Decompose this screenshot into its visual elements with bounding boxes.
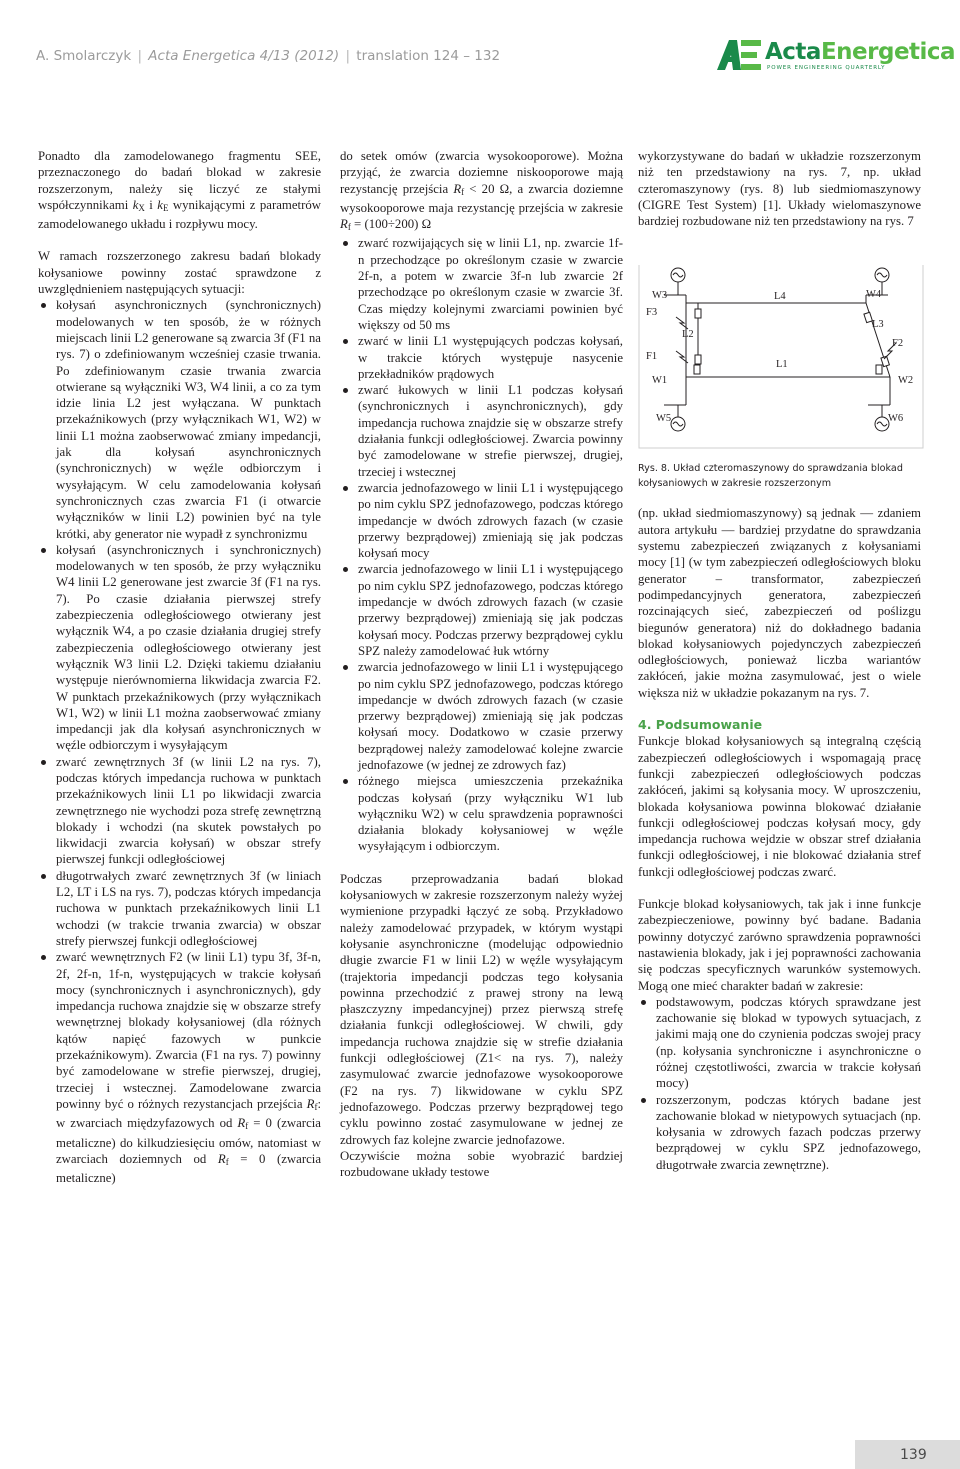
paragraph: Podczas przeprowadzania badań blokad kołysaniowych w zakresie rozszerzonym należy wyżej wymienione przypadki łączyć ze sobą. Przykładowo należy zamodelować przypadek, w którym wystąpi kołysanie asynchroniczne (modelując odpowiednio długie zwarcie F1 w linii L2) w węźle wysyłającym (trajektoria impedancji podczas tego kołysania powinna przechodzić z prawej strony na lewą płaszczyzny impedancyjnej) przez pierwszą strefę działania funkcji odległościowej. W chwili, gdy impedancja ruchowa znajdzie się w strefie działania funkcji odległościowej (Z1< na rys. 7), należy zasymulować zwarcie jednofazowe wysokooporowe (F2 na rys. 7) likwidowane w cyklu SPZ jednofazowego. Podczas przerwy bezprądowej tego cyklu powinno zostać zasymulowane w jednej ze zdrowych faz kolejne zwarcie jednofazowe.: [340, 871, 623, 1147]
paragraph: W ramach rozszerzonego zakresu badań blokady kołysaniowe powinny zostać sprawdzone z uwzględnieniem następujących sytuacji:: [38, 249, 321, 297]
fig-label-w3: W3: [652, 290, 668, 302]
running-header: A. Smolarczyk | Acta Energetica 4/13 (2012) | translation 124 – 132: [36, 48, 501, 64]
fig-label-w2: W2: [898, 375, 914, 387]
paragraph: do setek omów (zwarcia wysokooporowe). Można przyjąć, że zwarcia doziemne niskooporowe mają rezystancję przejścia $R_f < 20$ Ω, a zwarcia doziemne wysokooporowe maja rezystancję przejścia w zakresie $R_f = (100\div 200)$ Ω: [340, 149, 623, 233]
bullet-list: [638, 994, 921, 1173]
fig-label-l2: L2: [682, 329, 694, 341]
paragraph: Funkcje blokad kołysaniowych, tak jak i inne funkcje zabezpieczeniowe, powinny być badane. Badania powinny dotyczyć zarówno sprawdzenia poprawności nastawienia blokady, jak i jej poprawności zachowania się podczas specyficznych warunków systemowych. Mogą one mieć charakter badań w zakresie:: [638, 897, 921, 993]
list-item: podstawowym, podczas których sprawdzane jest zachowanie się blokad w typowych sytuacjach, z jakimi mają one do czynienia podczas swojej pracy (np. kołysania synchroniczne i asynchroniczne o różnej częstotliwości, zwarcia w trakcie kołysań mocy): [638, 994, 921, 1092]
list-item: różnego miejsca umieszczenia przekaźnika podczas kołysań (przy wyłączniku W1 lub wyłączniku W2) w celu sprawdzenia poprawności działania blokady kołysaniowej w węźle wysyłającym i odbiorczym.: [340, 773, 623, 854]
fig-label-f1: F1: [646, 351, 658, 363]
fig-label-l4: L4: [774, 291, 786, 303]
fig-label-f3: F3: [646, 307, 658, 319]
bullet-list: [340, 235, 623, 854]
column-1: [38, 148, 321, 1186]
column-2: [340, 148, 623, 1180]
list-item: zwarć łukowych w linii L1 podczas kołysań (synchronicznych i asynchronicznych), gdy impedancja ruchowa znajdzie się w obszarze strefy działania funkcji odległościowej. Zwarcia powinny być zamodelowane w strefie pierwszej, drugiej, trzeciej i wstecznej: [340, 382, 623, 480]
logo-word-acta: Acta: [765, 39, 821, 65]
figure-8-diagram: [638, 265, 925, 490]
section-heading: 4. Podsumowanie: [638, 717, 763, 733]
list-item: zwarć w linii L1 występujących podczas kołysań, w trakcie których występuje nasycenie przekładników prądowych: [340, 333, 623, 382]
list-item: rozszerzonym, podczas których badane jest zachowanie blokad w nietypowych sytuacjach (np. kołysania w zdrowych fazach podczas przerwy bezprądowej w cyklu SPZ jednofazowego, długotrwałe zwarcia zewnętrzne).: [638, 1092, 921, 1173]
paragraph: (np. układ siedmiomaszynowy) są jednak — zdaniem autora artykułu — bardziej przydatne do sprawdzania systemu zabezpieczeń związanych z kołysaniami mocy [1] (w tym zabezpieczeń odległościowych bloku generator – transformator, zabezpieczeń podimpedancyjnych generatora, zabezpieczeń rozcinających sieć, zabezpieczeń od poślizgu biegunów generatora) niż do dokładnego badania blokad kołysaniowych pojedynczych zabezpieczeń odległościowych, ponieważ liczba wariantów zakłóceń, jakie można zasymulować, jest o wiele większa niż w układzie pokazanym na rys. 7.: [638, 506, 921, 700]
bullet-list: [38, 297, 321, 1186]
list-item: kołysań (asynchronicznych i synchronicznych) modelowanych w ten sposób, że przy wyłączniku W4 linii L2 generowane jest zwarcie 3f (F1 na rys. 7). Po czasie działania pierwszej strefy zabezpieczenia odległościowego otwierany jest wyłącznik W4, a po czasie działania drugiej strefy zabezpieczenia odległościowego otwierany jest wyłącznik W3 linii L2. Dzięki takiemu działaniu występuje nierównomierna likwidacja zwarcia F2. W punktach przekaźnikowych (przy wyłącznikach W1, W2) w linii L1 można zaobserwować zmiany impedancji jak dla kołysań asynchronicznych w węźle odbiorczym i wysyłającym: [38, 542, 321, 754]
fig-label-f2: F2: [892, 338, 904, 350]
list-item: zwarć rozwijających się w linii L1, np. zwarcie 1f-n przechodzące po określonym czasie w zwarcie 2f-n, a potem w zwarcie 3f-n lub zwarcie 2f przechodzące po określonym czasie w zwarcie 3f. Czas między kolejnymi zwarciami powinien być większy od 50 ms: [340, 235, 623, 333]
paragraph: Oczywiście można sobie wyobrazić bardziej rozbudowane układy testowe: [340, 1148, 623, 1180]
paragraph: wykorzystywane do badań w układzie rozszerzonym niż ten przedstawiony na rys. 7, np. układ czteromaszynowy (rys. 8) lub siedmiomaszynowy (CIGRE Test System) [1]. Układy wielomaszynowe bardziej rozbudowane niż ten przedstawiony na rys. 7: [638, 149, 921, 229]
header-pages: translation 124 – 132: [356, 48, 501, 64]
list-item: zwarć zewnętrznych 3f (w linii L2 na rys. 7), podczas których impedancja ruchowa w punktach przekaźnikowych linii L1 po likwidacji zwarcia zewnętrznego nie wychodzi poza strefę zewnętrzną blokady i wchodzi (na skutek powstałych po likwidacji zwarcia kołysań) w obszar strefy pierwszej funkcji odległościowej: [38, 754, 321, 868]
list-item: zwarcia jednofazowego w linii L1 i występującego po nim cyklu SPZ jednofazowego, podczas którego impedancje w dwóch zdrowych fazach (w czasie przerwy bezprądowej) zmieniają się jak podczas kołysań mocy. Dodatkowo w czasie przerwy bezprądowej należy zamodelować kolejne zwarcie jednofazowe (w jednej ze zdrowych faz): [340, 659, 623, 773]
paragraph: Funkcje blokad kołysaniowych są integralną częścią zabezpieczeń odległościowych i wspomagają pracę funkcji zabezpieczeń odległościowych podczas zakłóceń, jakimi są kołysania mocy. W uproszczeniu, blokada kołysaniowa powinna blokować działanie funkcji odległościowej podczas kołysań mocy, gdy impedancja ruchowa wejdzie w obszar stref działania funkcji odległościowej, i nie blokować działania stref funkcji odległościowej podczas zwarć.: [638, 734, 921, 879]
list-item: długotrwałych zwarć zewnętrznych 3f (w liniach L2, LT i LS na rys. 7), podczas których impedancja ruchowa w punktach przekaźnikowych linii L1 wchodzi (w trakcie trwania zwarcia) w obszar strefy pierwszej funkcji odległościowej: [38, 868, 321, 949]
figure-caption: Rys. 8. Układ czteromaszynowy do sprawdzania blokad kołysaniowych w zakresie rozszerzonym: [638, 463, 903, 490]
list-item: zwarcia jednofazowego w linii L1 i występującego po nim cyklu SPZ jednofazowego, podczas którego impedancje w dwóch zdrowych fazach (w czasie przerwy bezprądowej) zmieniają się jak podczas kołysań mocy. Podczas przerwy bezprądowej cyklu SPZ należy zamodelować łuk wtórny: [340, 561, 623, 659]
list-item: zwarć wewnętrznych F2 (w linii L1) typu 3f, 3f-n, 2f, 2f-n, 1f-n, występujących w trakcie kołysań mocy (synchronicznych i asynchronicznych), gdy impedancja ruchowa znajdzie się w obszarze strefy wewnętrznej blokady kołysaniowej (dla różnych kątów napięć fazowych w punkcie przekaźnikowym). Zwarcia (F1 na rys. 7) powinny być zamodelowane w strefie pierwszej, drugiej, trzeciej i wstecznej. Zamodelowane zwarcia powinny być o różnych rezystancjach przejścia $R_f$: w zwarciach międzyfazowych od $R_f = 0$ (zwarcia metaliczne) do kilkudziesięciu omów, natomiast w zwarciach doziemnych od $R_f = 0$ (zwarcia metaliczne): [38, 949, 321, 1186]
page-number: 139: [900, 1447, 927, 1463]
header-journal: Acta Energetica 4/13 (2012): [148, 48, 340, 64]
paragraph: Ponadto dla zamodelowanego fragmentu SEE, przeznaczonego do badań blokad w zakresie rozszerzonym, należy się liczyć ze stałymi współczynnikami $k_X$ i $k_E$ wynikającymi z parametrów zamodelowanego układu i rozpływu mocy.: [38, 149, 321, 232]
acta-energetica-logo: [715, 38, 956, 72]
list-item: zwarcia jednofazowego w linii L1 i występującego po nim cyklu SPZ jednofazowego, podczas którego impedancje w dwóch zdrowych fazach (w czasie przerwy bezprądowej) zmieniają się jak podczas kołysań mocy: [340, 480, 623, 561]
fig-label-w1: W1: [652, 375, 668, 387]
logo-word-energetica: Energetica: [820, 39, 956, 65]
logo-subtitle: POWER ENGINEERING QUARTERLY: [767, 65, 886, 71]
fig-label-l3: L3: [872, 319, 884, 331]
fig-label-w4: W4: [866, 289, 882, 301]
header-author: A. Smolarczyk: [36, 48, 132, 64]
page-header: [0, 0, 960, 100]
column-3: [638, 148, 921, 1173]
fig-label-l1: L1: [776, 359, 788, 371]
list-item: kołysań asynchronicznych (synchronicznych) modelowanych w ten sposób, że w różnych miejscach linii L2 generowane są zwarcia 3f (F1 na rys. 7) o zdefiniowanym wcześniej czasie trwania. Po zdefiniowanym czasie trwania zwarcia otwierane są wyłączniki W3, W4 linii, a co za tym idzie linia L2 jest wyłączana. W punktach przekaźnikowych (przy wyłącznikach W1, W2) w linii L1 można zaobserwować zmiany impedancji, jak dla kołysań asynchronicznych (synchronicznych) w węźle odbiorczym i wysyłającym. W celu zamodelowania kołysań synchronicznych czas zwarcia F1 (i otwarcie wyłączników w linii L2) powinien być na tyle krótki, aby generator nie wypadł z synchronizmu: [38, 297, 321, 541]
fig-label-w6: W6: [888, 413, 904, 425]
fig-label-w5: W5: [656, 413, 672, 425]
ae-logo-icon: [715, 38, 763, 72]
